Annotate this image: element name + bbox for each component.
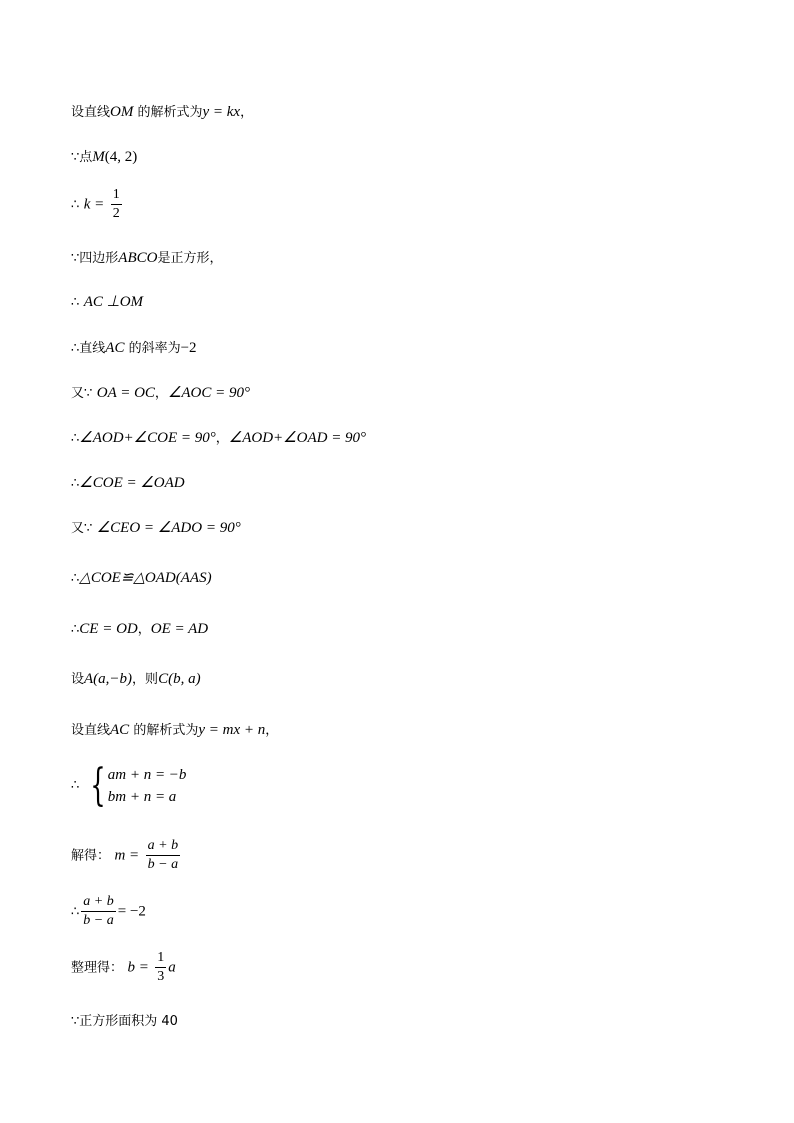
math: ∠CEO = ∠ADO = 90° (96, 520, 241, 536)
equation-row-2: bm + n = a (107, 789, 177, 805)
math: (4, 2) (104, 149, 138, 165)
text: ，则 (132, 672, 159, 687)
text: 设 (71, 672, 85, 687)
math: AC ⊥OM (83, 294, 144, 310)
math: OM (110, 104, 134, 120)
math: k = (83, 196, 105, 213)
numerator: a + b (146, 838, 180, 856)
text: 是正方形， (157, 251, 223, 266)
math: △COE≌△OAD(AAS) (79, 570, 212, 586)
text: ∵正方形面积为 40 (71, 1014, 178, 1029)
equation-system (84, 760, 187, 811)
text: 设直线 (71, 723, 111, 738)
solution-line-1 (71, 103, 253, 122)
text: ∴ (71, 476, 80, 491)
text: ， (265, 723, 279, 738)
denominator: b − a (83, 913, 114, 928)
text: ， (215, 431, 229, 446)
math: y = kx (202, 104, 241, 120)
denominator: b − a (147, 857, 179, 872)
solution-line-2 (71, 148, 137, 167)
math: b = (127, 959, 149, 976)
solution-line-17 (71, 894, 146, 929)
solution-line-19 (71, 1012, 178, 1031)
text: 解得： (71, 848, 111, 864)
math: AC (110, 722, 130, 738)
left-brace: { (90, 760, 106, 811)
solution-line-15 (71, 760, 187, 811)
solution-line-8 (71, 429, 366, 448)
solution-line-9 (71, 474, 185, 493)
math: −2 (180, 340, 197, 356)
solution-line-11 (71, 569, 212, 588)
solution-line-14 (71, 721, 278, 740)
fraction (146, 838, 180, 873)
fraction (81, 894, 115, 929)
text: 的斜率为 (124, 341, 181, 356)
solution-line-10 (71, 519, 241, 538)
denominator: 3 (157, 969, 165, 984)
text: ∴ (71, 431, 80, 446)
solution-line-18 (71, 950, 176, 985)
text: 又∵ (71, 386, 93, 401)
text: ∴ (71, 904, 80, 920)
solution-line-4 (71, 249, 222, 268)
solution-line-6 (71, 339, 197, 358)
solution-line-3 (71, 187, 124, 222)
text: 设直线 (71, 105, 111, 120)
solution-line-5 (71, 293, 143, 312)
text: ∴ (71, 197, 80, 213)
math: AC (105, 340, 125, 356)
math: OE = AD (150, 621, 209, 637)
math: ∠COE = ∠OAD (79, 475, 185, 491)
math: ∠AOC = 90° (167, 385, 251, 401)
text: ∵四边形 (71, 251, 119, 266)
text: ∴ (71, 622, 80, 637)
solution-line-7 (71, 384, 250, 403)
math: ABCO (118, 250, 158, 266)
solution-line-13 (71, 670, 201, 689)
text: 的解析式为 (129, 723, 199, 738)
math: a (168, 959, 176, 976)
text: ∴ (71, 571, 80, 586)
numerator: 1 (155, 950, 166, 968)
text: ∵点 (71, 150, 93, 165)
math: y = mx + n (198, 722, 266, 738)
solution-line-16 (71, 838, 182, 873)
text: ， (154, 386, 168, 401)
fraction (111, 187, 122, 222)
math: M (92, 149, 105, 165)
text: 整理得： (71, 960, 124, 976)
text: ， (137, 622, 151, 637)
denominator: 2 (112, 206, 120, 221)
math: = −2 (117, 903, 146, 920)
math: C(b, a) (158, 671, 201, 687)
text: ∴ (71, 295, 80, 310)
numerator: 1 (111, 187, 122, 205)
fraction (155, 950, 166, 985)
math: m = (114, 847, 140, 864)
text: ∴直线 (71, 341, 106, 356)
text: ∴ (71, 778, 80, 793)
math: ∠AOD+∠COE = 90° (79, 430, 216, 446)
math: ∠AOD+∠OAD = 90° (228, 430, 367, 446)
solution-line-12 (71, 620, 208, 639)
numerator: a + b (81, 894, 115, 912)
equation-row-1: am + n = −b (107, 767, 187, 783)
text: 的解析式为 (133, 105, 203, 120)
text: 又∵ (71, 521, 93, 536)
math: A(a,−b) (84, 671, 133, 687)
math: OA = OC (96, 385, 155, 401)
text: ， (240, 105, 254, 120)
math: CE = OD (79, 621, 138, 637)
